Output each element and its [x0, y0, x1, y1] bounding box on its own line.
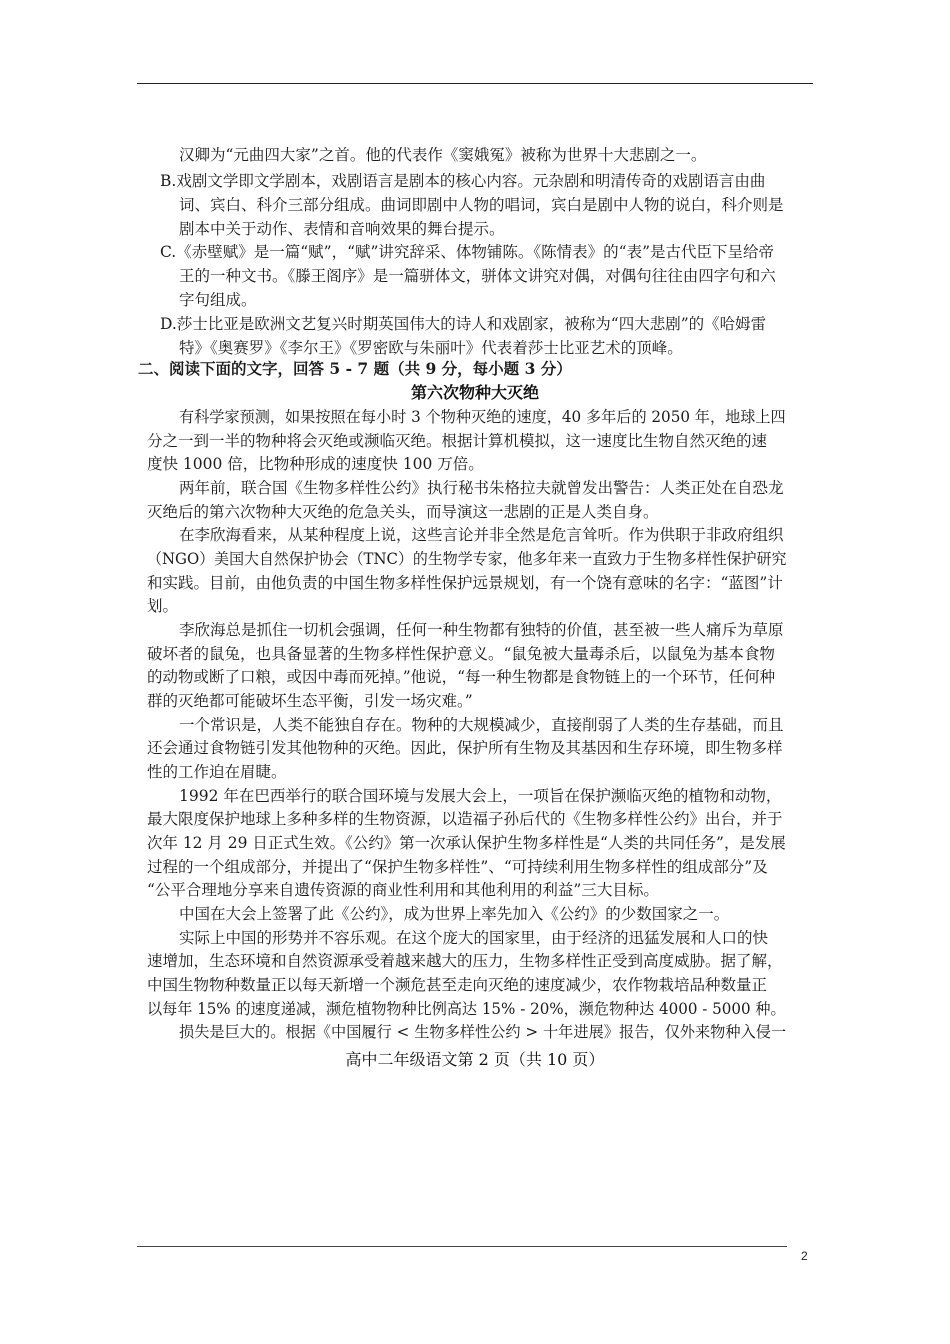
article-line: 灭绝后的第六次物种大灭绝的危急关头，而导演这一悲剧的正是人类自身。 — [147, 503, 659, 521]
option-c-line-2: 王的一种文书。《滕王阁序》是一篇骈体文，骈体文讲究对偶，对偶句往往由四字句和六 — [179, 267, 776, 285]
article-line: 1992 年在巴西举行的联合国环境与发展大会上，一项旨在保护濒临灭绝的植物和动物， — [179, 787, 782, 805]
article-line: （NGO）美国大自然保护协会（TNC）的生物学专家，他多年来一直致力于生物多样性保护研究 — [147, 550, 787, 568]
article-line: 过程的一个组成部分，并提出了“保护生物多样性”、“可持续利用生物多样性的组成部分”及 — [147, 858, 768, 876]
article-line: 度快 1000 倍，比物种形成的速度快 100 万倍。 — [147, 455, 484, 473]
page-number: 2 — [801, 1249, 808, 1263]
page-footer: 高中二年级语文第 2 页（共 10 页） — [345, 1050, 605, 1069]
option-d-line-1: D.莎士比亚是欧洲文艺复兴时期英国伟大的诗人和戏剧家，被称为“四大悲剧”的《哈姆雷 — [160, 315, 767, 333]
article-line: “公平合理地分享来自遗传资源的商业性利用和其他利用的利益”三大目标。 — [147, 881, 659, 899]
article-line: 速增加，生态环境和自然资源承受着越来越大的压力，生物多样性正受到高度威胁。据了解， — [147, 952, 783, 970]
article-line: 以每年 15% 的速度递减，濒危植物物种比例高达 15% - 20%，濒危物种达 4000 - 5000 种。 — [147, 1000, 786, 1018]
article-line: 中国在大会上签署了此《公约》，成为世界上率先加入《公约》的少数国家之一。 — [179, 905, 730, 923]
footer-rule — [137, 1246, 787, 1247]
article-line: 性的工作迫在眉睫。 — [147, 763, 287, 781]
article-title: 第六次物种大灭绝 — [410, 383, 539, 402]
article-line: 一个常识是，人类不能独自存在。物种的大规模减少，直接削弱了人类的生存基础，而且 — [179, 716, 784, 734]
article-line: 次年 12 月 29 日正式生效。《公约》第一次承认保护生物多样性是“人类的共同任务”，是发展 — [147, 834, 786, 852]
article-line: 在李欣海看来，从某种程度上说，这些言论并非全然是危言耸听。作为供职于非政府组织 — [179, 526, 784, 544]
option-c-line-3: 字句组成。 — [179, 291, 257, 309]
article-line: 划。 — [147, 597, 179, 615]
section-heading: 二、阅读下面的文字，回答 5 - 7 题（共 9 分，每小题 3 分） — [138, 359, 572, 378]
article-line: 群的灭绝都可能破坏生态平衡，引发一场灾难。” — [147, 692, 473, 710]
header-rule — [137, 83, 813, 84]
option-b-line-1: B.戏剧文学即文学剧本，戏剧语言是剧本的核心内容。元杂剧和明清传奇的戏剧语言由曲 — [160, 172, 766, 190]
article-line: 分之一到一半的物种将会灭绝或濒临灭绝。根据计算机模拟，这一速度比生物自然灭绝的速 — [147, 432, 768, 450]
article-line: 李欣海总是抓住一切机会强调，任何一种生物都有独特的价值，甚至被一些人痛斥为草原 — [179, 621, 784, 639]
option-c-line-1: C.《赤壁赋》是一篇“赋”，“赋”讲究辞采、体物铺陈。《陈情表》的“表”是古代臣下呈给帝 — [160, 243, 775, 261]
article-line: 损失是巨大的。根据《中国履行 < 生物多样性公约 > 十年进展》报告，仅外来物种入侵一 — [179, 1023, 787, 1041]
article-line: 最大限度保护地球上多种多样的生物资源，以造福子孙后代的《生物多样性公约》出台，并于 — [147, 810, 783, 828]
article-line: 中国生物物种数量正以每天新增一个濒危甚至走向灭绝的速度减少，农作物栽培品种数量正 — [147, 976, 768, 994]
article-line: 和实践。目前，由他负责的中国生物多样性保护远景规划，有一个饶有意味的名字：“蓝图”计 — [147, 574, 783, 592]
article-line: 的动物或断了口粮，或因中毒而死掉。”他说，“每一种生物都是食物链上的一个环节，任何种 — [147, 668, 776, 686]
article-line: 破坏者的鼠兔，也具备显著的生物多样性保护意义。“鼠兔被大量毒杀后，以鼠兔为基本食物 — [147, 645, 775, 663]
article-line: 还会通过食物链引发其他物种的灭绝。因此，保护所有生物及其基因和生存环境，即生物多样 — [147, 739, 783, 757]
option-b-line-3: 剧本中关于动作、表情和音响效果的舞台提示。 — [179, 220, 505, 238]
option-d-line-2: 特》《奥赛罗》《李尔王》《罗密欧与朱丽叶》代表着莎士比亚艺术的顶峰。 — [179, 339, 683, 357]
article-line: 两年前，联合国《生物多样性公约》执行秘书朱格拉夫就曾发出警告：人类正处在自恐龙 — [179, 479, 784, 497]
option-b-line-2: 词、宾白、科介三部分组成。曲词即剧中人物的唱词，宾白是剧中人物的说白，科介则是 — [179, 196, 784, 214]
article-line: 有科学家预测，如果按照在每小时 3 个物种灭绝的速度，40 多年后的 2050 年，地球上四 — [179, 408, 786, 426]
option-a-tail: 汉卿为“元曲四大家”之首。他的代表作《窦娥冤》被称为世界十大悲剧之一。 — [179, 146, 707, 164]
article-line: 实际上中国的形势并不容乐观。在这个庞大的国家里，由于经济的迅猛发展和人口的快 — [179, 929, 769, 947]
